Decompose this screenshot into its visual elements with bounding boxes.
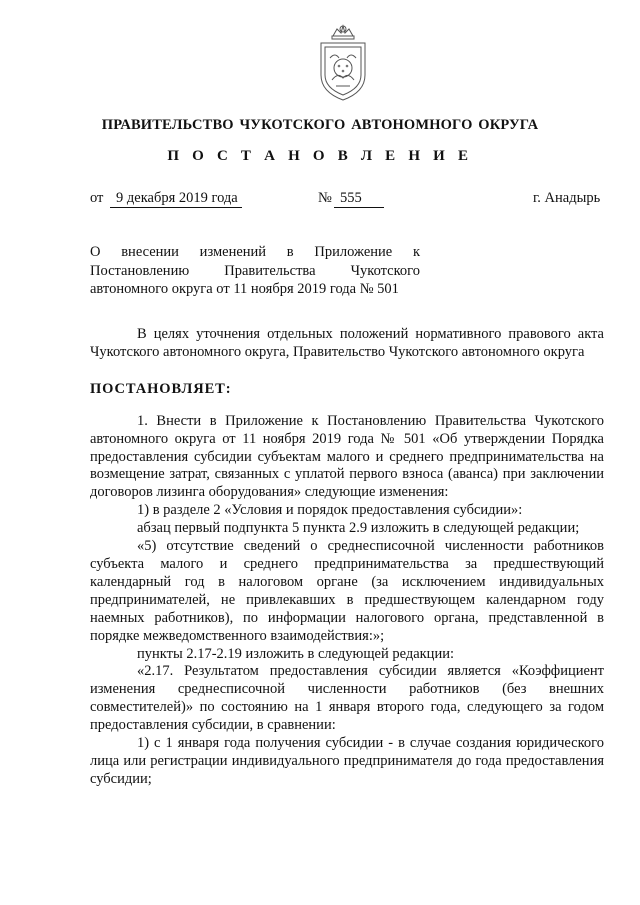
- document-body: [90, 326, 604, 789]
- document-subject: [90, 243, 420, 299]
- body-paragraph: «2.17. Результатом предоставления субсидии является «Коэффициент изменения среднесписочной численности работников (без внешних совместителей)» по состоянию на 1 января второго года, следующего за годом предоставления субсидии, в сравнении:: [90, 663, 604, 734]
- document-place: г. Анадырь: [533, 190, 601, 206]
- body-paragraph: 1) с 1 января года получения субсидии - в случае создания юридического лица или регистрации индивидуального предпринимателя до года предоставления субсидии;: [90, 735, 604, 787]
- date-prefix-label: от: [90, 190, 104, 206]
- document-date: 9 декабря 2019 года: [110, 190, 242, 208]
- subject-line: Постановлению Правительства Чукотского: [90, 262, 420, 279]
- number-label: №: [318, 190, 332, 206]
- document-type-title: П О С Т А Н О В Л Е Н И Е: [167, 148, 473, 164]
- subject-line: О внесении изменений в Приложение к: [90, 244, 420, 260]
- subject-line: автономного округа от 11 ноября 2019 года № 501: [90, 281, 399, 297]
- body-paragraph: абзац первый подпункта 5 пункта 2.9 изложить в следующей редакции;: [137, 520, 580, 537]
- body-paragraph: пункты 2.17-2.19 изложить в следующей редакции:: [137, 645, 454, 662]
- chukotka-coat-of-arms-icon: [308, 20, 378, 105]
- preamble-paragraph: В целях уточнения отдельных положений нормативного правового акта Чукотского автономного округа, Правительство Чукотского автономного округа: [90, 326, 604, 360]
- decree-heading: ПОСТАНОВЛЯЕТ:: [90, 380, 232, 397]
- body-paragraph: «5) отсутствие сведений о среднесписочной численности работников субъекта малого и среднего предпринимательства за предшествующий календарный год в налоговом органе (за исключением индивидуальных предпринимателей, не привлекавших в предшествующем календарном году наемных работников), по информации налогового органа, представленной в порядке межведомственного взаимодействия:»;: [90, 538, 604, 644]
- body-paragraph: 1. Внести в Приложение к Постановлению Правительства Чукотского автономного округа от 11 ноября 2019 года № 501 «Об утверждении Порядка предоставления субсидии субъектам малого и среднего предпринимательства на возмещение затрат, связанных с уплатой первого взноса (аванса) при заключении договоров лизинга оборудования» следующие изменения:: [90, 412, 604, 501]
- document-number: 555: [334, 190, 384, 208]
- document-meta: [0, 190, 640, 212]
- government-title: ПРАВИТЕЛЬСТВО ЧУКОТСКОГО АВТОНОМНОГО ОКРУГА: [101, 117, 539, 133]
- body-paragraph: 1) в разделе 2 «Условия и порядок предоставления субсидии»:: [137, 502, 523, 519]
